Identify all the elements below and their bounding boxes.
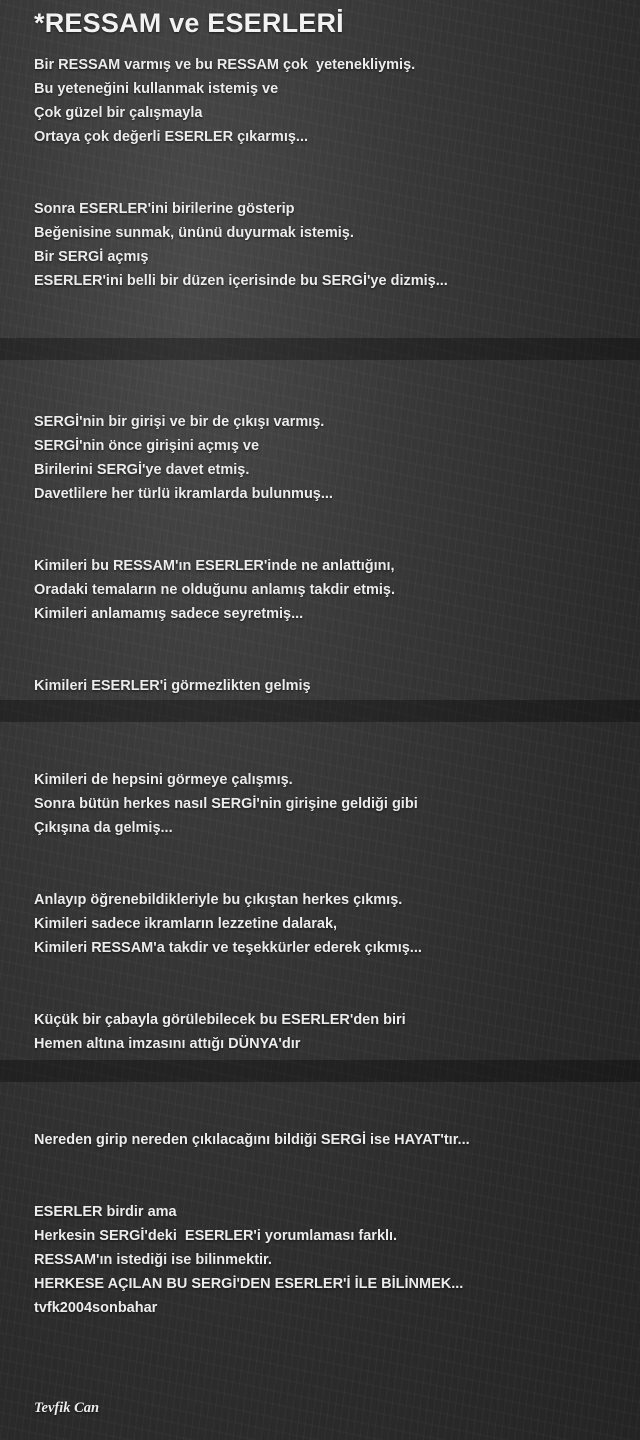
poem-line: Hemen altına imzasını attığı DÜNYA'dır xyxy=(34,1036,301,1052)
poem-line: Anlayıp öğrenebildikleriyle bu çıkıştan herkes çıkmış. xyxy=(34,892,403,908)
poem-line: Oradaki temaların ne olduğunu anlamış takdir etmiş. xyxy=(34,582,395,598)
text-block-2 xyxy=(0,410,640,698)
page-title: *RESSAM ve ESERLERİ xyxy=(34,8,344,38)
stanza-spacer xyxy=(34,864,606,888)
stanza xyxy=(34,1128,606,1152)
stanza xyxy=(34,1008,606,1056)
separator-band-3 xyxy=(0,1060,640,1082)
poem-line: Kimileri bu RESSAM'ın ESERLER'inde ne anlattığını, xyxy=(34,558,395,574)
stanza-spacer xyxy=(34,173,606,197)
stanza xyxy=(34,1200,606,1320)
poem-line: Kimileri RESSAM'a takdir ve teşekkürler ederek çıkmış... xyxy=(34,940,422,956)
stanza-spacer xyxy=(34,149,606,173)
poem-line: tvfk2004sonbahar xyxy=(34,1300,158,1316)
stanza xyxy=(34,888,606,960)
stanza xyxy=(34,554,606,626)
poem-line: RESSAM'ın istediği ise bilinmektir. xyxy=(34,1252,272,1268)
poem-line: Nereden girip nereden çıkılacağını bildiği SERGİ ise HAYAT'tır... xyxy=(34,1132,470,1148)
poem-line: ESERLER'ini belli bir düzen içerisinde bu SERGİ'ye dizmiş... xyxy=(34,273,448,289)
stanza-spacer xyxy=(34,840,606,864)
signature-block xyxy=(0,1396,640,1420)
stanza xyxy=(34,197,606,293)
poem-line: Sonra bütün herkes nasıl SERGİ'nin girişine geldiği gibi xyxy=(34,796,418,812)
poem-line: Herkesin SERGİ'deki ESERLER'i yorumlaması farklı. xyxy=(34,1228,398,1244)
poem-line: ESERLER birdir ama xyxy=(34,1204,177,1220)
stanza-spacer xyxy=(34,506,606,530)
poem-line: Kimileri anlamamış sadece seyretmiş... xyxy=(34,606,304,622)
stanza-spacer xyxy=(34,960,606,984)
poem-line: SERGİ'nin bir girişi ve bir de çıkışı varmış. xyxy=(34,414,325,430)
separator-band-2 xyxy=(0,700,640,722)
stanza xyxy=(34,768,606,840)
stanza-spacer xyxy=(34,530,606,554)
poem-line: Davetlilere her türlü ikramlarda bulunmuş... xyxy=(34,486,333,502)
stanza-spacer xyxy=(34,650,606,674)
stanza-spacer xyxy=(34,626,606,650)
poem-line: HERKESE AÇILAN BU SERGİ'DEN ESERLER'İ İLE BİLİNMEK... xyxy=(34,1276,464,1292)
poem-line: Çok güzel bir çalışmayla xyxy=(34,105,203,121)
poem-line: Kimileri de hepsini görmeye çalışmış. xyxy=(34,772,293,788)
stanza-spacer xyxy=(34,984,606,1008)
author-signature: Tevfik Can xyxy=(34,1400,100,1416)
poem-line: Bir RESSAM varmış ve bu RESSAM çok yetenekliymiş. xyxy=(34,57,416,73)
text-block-3 xyxy=(0,768,640,1056)
stanza xyxy=(34,674,606,698)
poem-line: Kimileri sadece ikramların lezzetine dalarak, xyxy=(34,916,338,932)
text-block-4 xyxy=(0,1128,640,1320)
poem-line: Ortaya çok değerli ESERLER çıkarmış... xyxy=(34,129,309,145)
stanza-spacer xyxy=(34,1176,606,1200)
stanza xyxy=(34,410,606,506)
poem-line: Bu yeteneğini kullanmak istemiş ve xyxy=(34,81,279,97)
poem-line: Küçük bir çabayla görülebilecek bu ESERLER'den biri xyxy=(34,1012,406,1028)
text-block-1 xyxy=(0,8,640,293)
poem-line: Birilerini SERGİ'ye davet etmiş. xyxy=(34,462,250,478)
poem-line: Beğenisine sunmak, ününü duyurmak istemiş. xyxy=(34,225,354,241)
poem-line: Sonra ESERLER'ini birilerine gösterip xyxy=(34,201,295,217)
poem-line: Kimileri ESERLER'i görmezlikten gelmiş xyxy=(34,678,311,694)
poem-line: SERGİ'nin önce girişini açmış ve xyxy=(34,438,260,454)
stanza-spacer xyxy=(34,1152,606,1176)
separator-band-1 xyxy=(0,338,640,360)
poem-line: Bir SERGİ açmış xyxy=(34,249,149,265)
stanza xyxy=(34,53,606,149)
poem-line: Çıkışına da gelmiş... xyxy=(34,820,173,836)
